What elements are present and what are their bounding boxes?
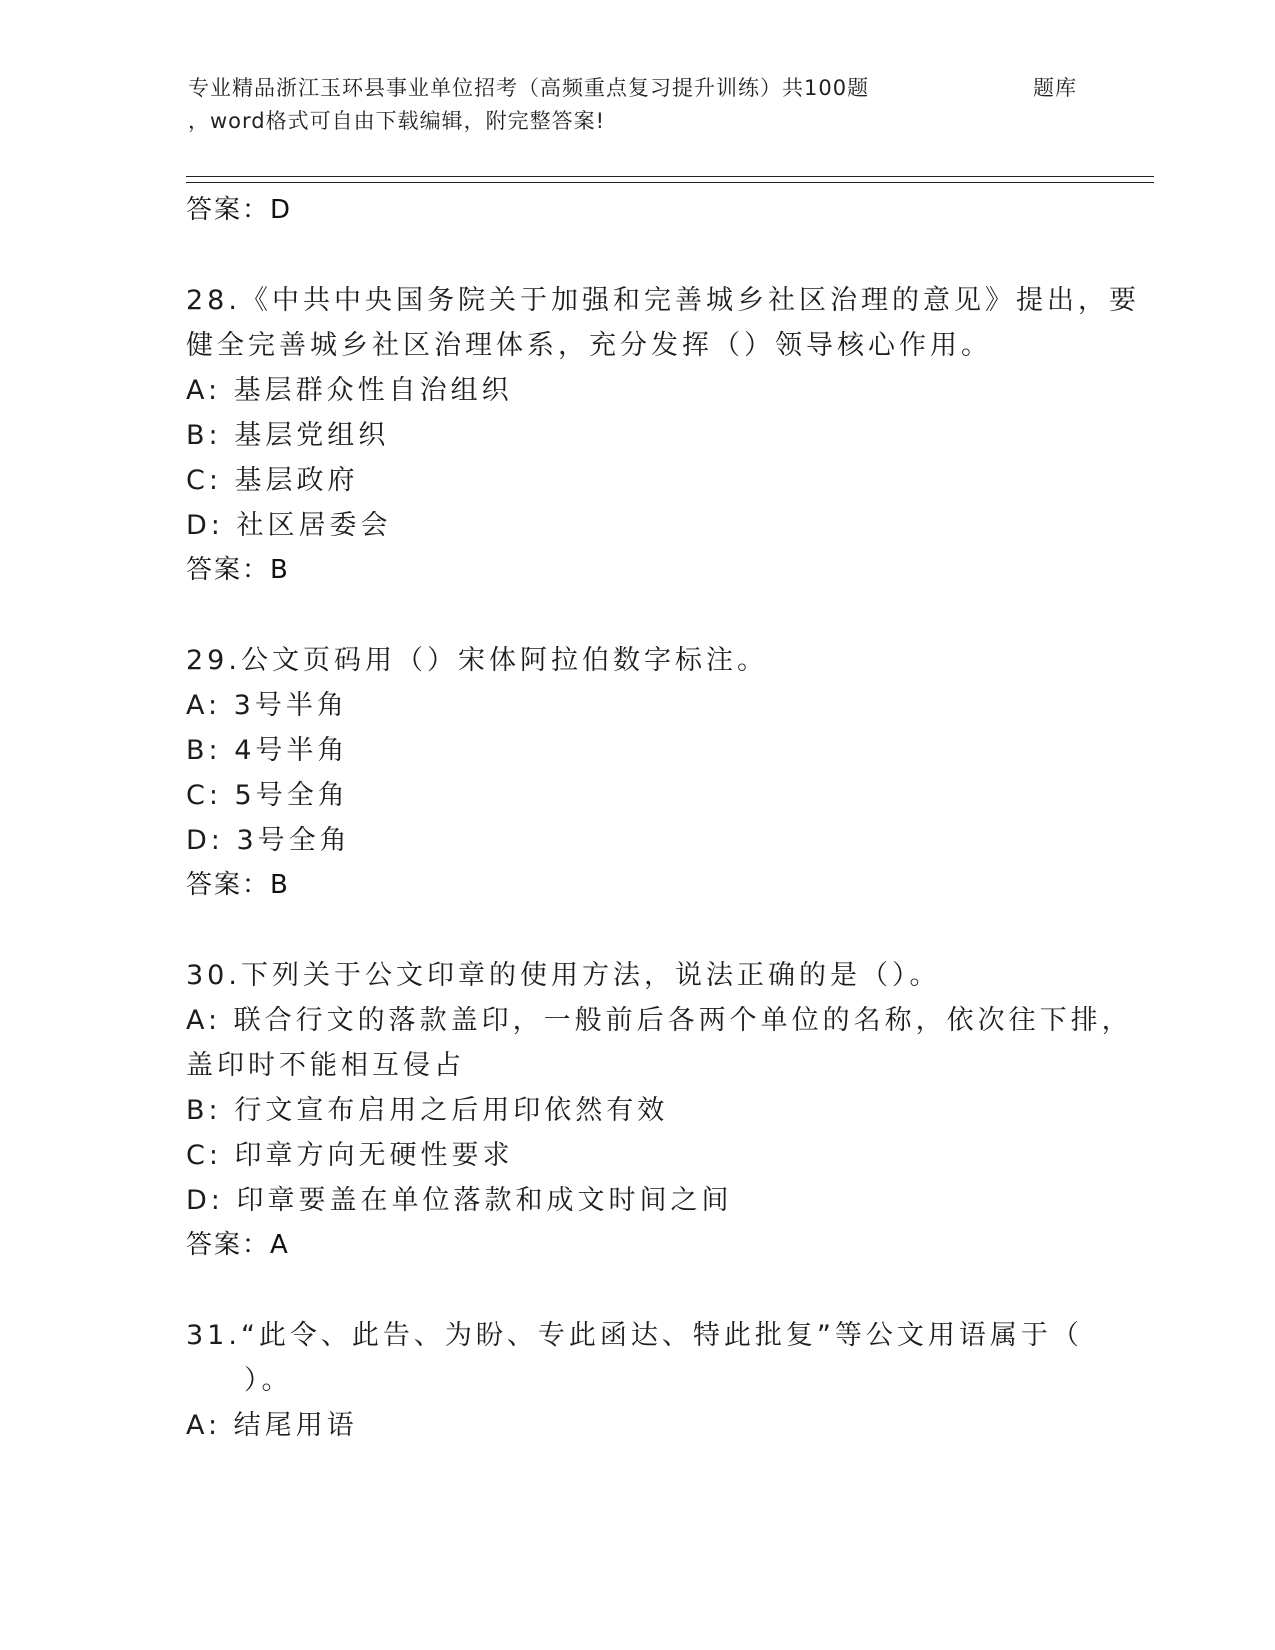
question-28	[186, 278, 1140, 593]
option-b: B: 基层党组织	[186, 420, 390, 451]
option-a-continued: 盖印时不能相互侵占	[186, 1050, 465, 1081]
header-divider-top	[186, 176, 1154, 177]
option-c: C: 5号全角	[186, 780, 349, 811]
question-stem: 31.“此令、此告、为盼、专此函达、特此批复”等公文用语属于（	[186, 1320, 1083, 1351]
header-title: 专业精品浙江玉环县事业单位招考（高频重点复习提升训练）共100题	[188, 76, 870, 100]
header-category: 题库	[1033, 76, 1077, 100]
question-content	[186, 188, 1140, 1448]
option-a: A: 结尾用语	[186, 1410, 358, 1441]
question-29	[186, 638, 1086, 908]
answer: 答案：B	[186, 555, 290, 585]
previous-answer: 答案：D	[186, 195, 293, 225]
option-c: C: 印章方向无硬性要求	[186, 1140, 514, 1171]
question-stem: 29.公文页码用（）宋体阿拉伯数字标注。	[186, 645, 768, 676]
option-b: B: 4号半角	[186, 735, 349, 766]
option-b: B: 行文宣布启用之后用印依然有效	[186, 1095, 669, 1126]
question-stem-continued: ）。	[244, 1365, 293, 1396]
spacer	[186, 1268, 1086, 1313]
option-a: A: 基层群众性自治组织	[186, 375, 513, 406]
option-c: C: 基层政府	[186, 465, 359, 496]
question-31	[186, 1313, 1086, 1448]
header-line-1	[188, 72, 1088, 105]
option-d: D: 3号全角	[186, 825, 351, 856]
question-stem: 28.《中共中央国务院关于加强和完善城乡社区治理的意见》提出，要	[186, 285, 1140, 316]
question-stem: 健全完善城乡社区治理体系，充分发挥（）领导核心作用。	[186, 330, 992, 361]
option-a: A: 3号半角	[186, 690, 348, 721]
spacer	[186, 233, 1086, 278]
header-divider-bottom	[186, 182, 1154, 183]
spacer	[186, 908, 1086, 953]
spacer	[186, 593, 1086, 638]
page-header	[188, 72, 1088, 138]
header-subtitle: ，word格式可自由下载编辑，附完整答案!	[188, 109, 606, 133]
question-30	[186, 953, 1133, 1268]
question-stem: 30.下列关于公文印章的使用方法，说法正确的是（）。	[186, 960, 941, 991]
answer: 答案：A	[186, 1230, 290, 1260]
option-d: D: 印章要盖在单位落款和成文时间之间	[186, 1185, 733, 1216]
answer: 答案：B	[186, 870, 290, 900]
option-d: D: 社区居委会	[186, 510, 392, 541]
option-a: A: 联合行文的落款盖印，一般前后各两个单位的名称，依次往下排，	[186, 1005, 1133, 1036]
